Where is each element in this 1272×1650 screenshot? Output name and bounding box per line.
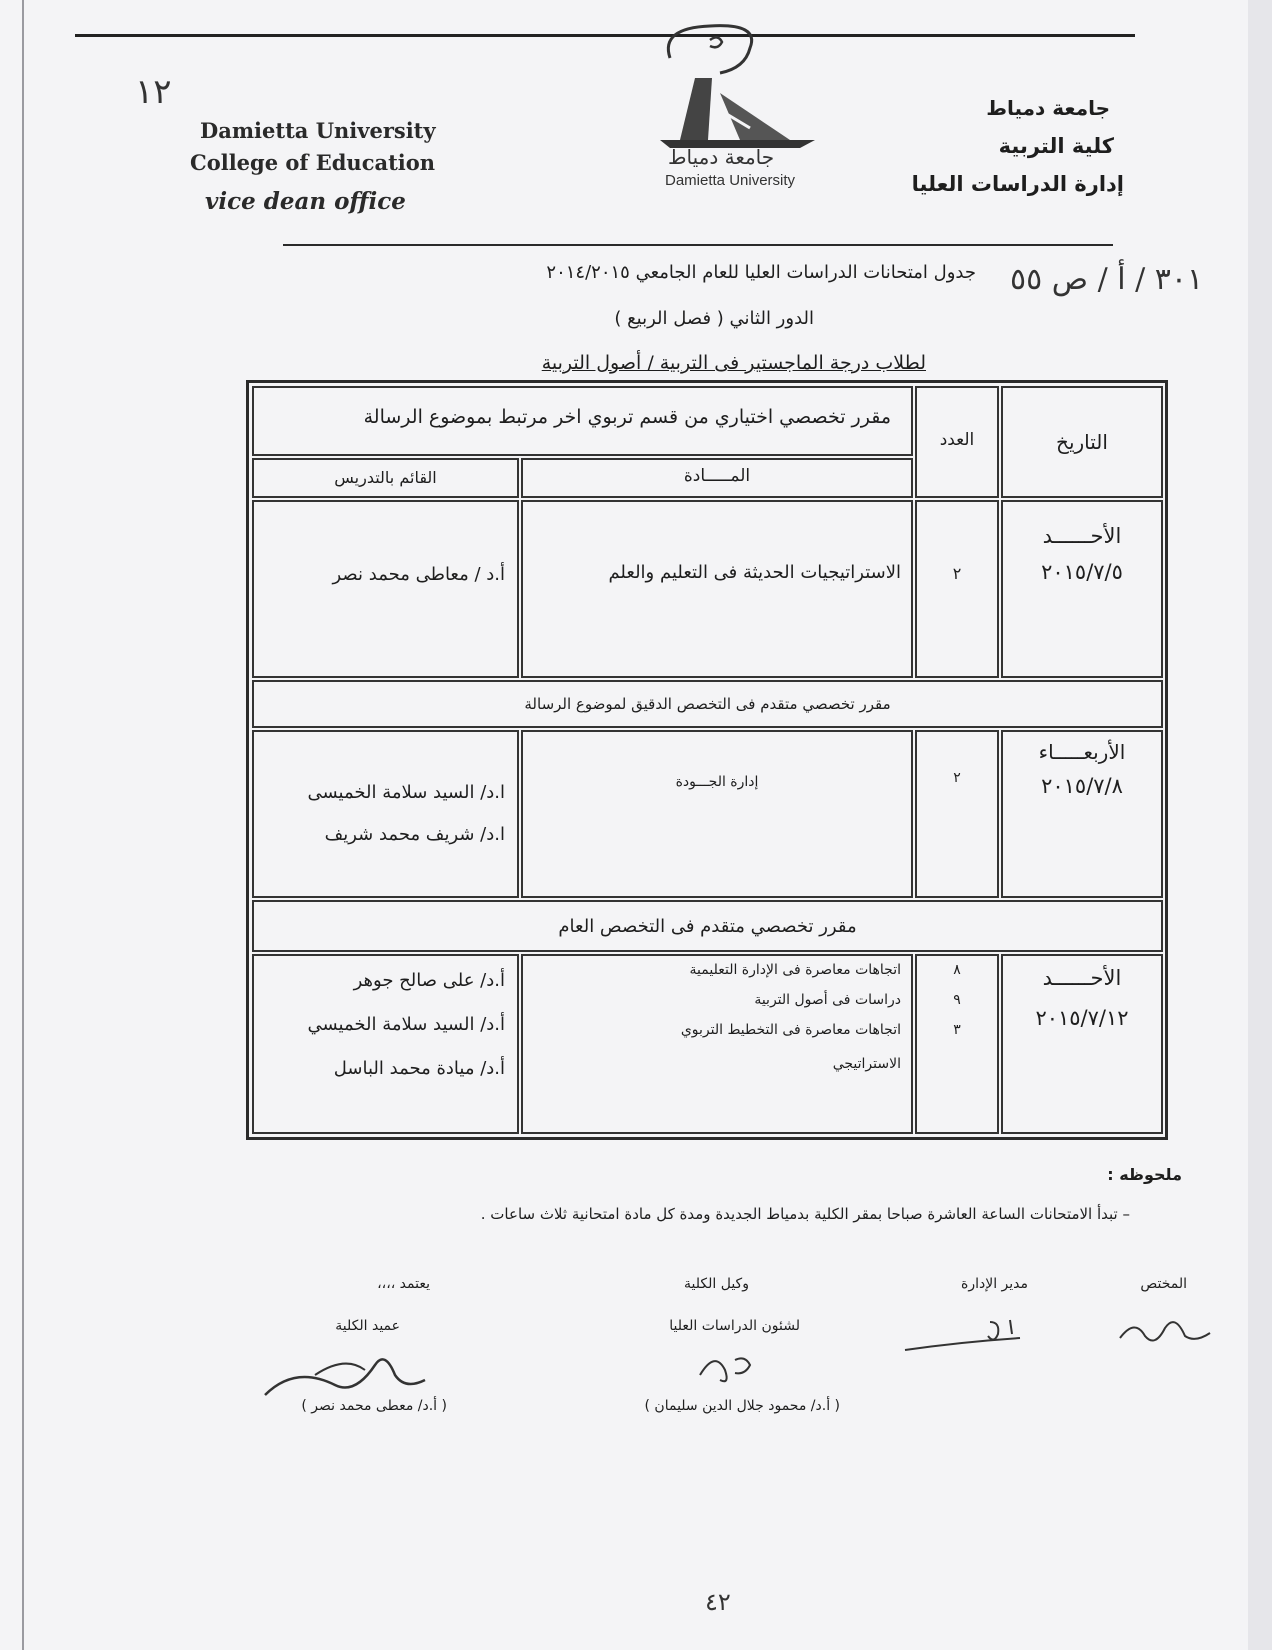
row-3-count-cell	[915, 954, 999, 1134]
section-3-heading-cell	[252, 900, 1163, 952]
exam-date: ٢٠١٥/٧/١٢	[1035, 1006, 1129, 1030]
specialist-signature-icon	[1115, 1308, 1215, 1353]
section-heading: مقرر تخصصي اختياري من قسم تربوي اخر مرتبط بموضوع الرسالة	[363, 406, 891, 428]
exam-day: الأحــــــد	[1042, 524, 1122, 548]
vice-dean-subtitle: لشئون الدراسات العليا	[669, 1318, 800, 1334]
title-term: الدور الثاني ( فصل الربيع )	[614, 308, 814, 329]
exam-date: ٢٠١٥/٧/٨	[1041, 774, 1123, 798]
header-cell-date	[1001, 386, 1163, 498]
column-header-teacher: القائم بالتدريس	[334, 468, 437, 487]
en-university-name: Damietta University	[200, 118, 436, 143]
header-cell-subject	[521, 458, 913, 498]
vice-dean-name: ( أ.د/ محمود جلال الدين سليمان )	[644, 1398, 840, 1414]
dean-title: عميد الكلية	[335, 1318, 400, 1334]
exam-date: ٢٠١٥/٧/٥	[1041, 560, 1123, 584]
manager-signature-icon	[900, 1312, 1040, 1357]
row-1-date-cell	[1001, 500, 1163, 678]
vice-dean-signature-icon	[690, 1340, 770, 1390]
student-count: ٣	[953, 1022, 961, 1038]
handwritten-page-mark: ١٢	[135, 72, 172, 112]
student-count: ٩	[953, 992, 961, 1008]
student-count: ٨	[953, 962, 961, 978]
row-1-count-cell	[915, 500, 999, 678]
section-heading: مقرر تخصصي متقدم فى التخصص الدقيق لموضوع الرسالة	[524, 695, 891, 713]
handwritten-reference: ٣٠١ / أ / ص ٥٥	[1010, 262, 1204, 297]
teacher-name: أ.د/ السيد سلامة الخميسي	[307, 1014, 505, 1035]
row-3-subject-cell	[521, 954, 913, 1134]
header-bottom-rule	[283, 244, 1113, 246]
exam-schedule-table	[246, 380, 1168, 1140]
footer-page-mark: ٤٢	[705, 1588, 731, 1616]
university-logo-icon	[650, 18, 830, 163]
note-label: ملحوظه :	[1107, 1165, 1182, 1184]
exam-day: الأحــــــد	[1042, 966, 1122, 990]
scan-edge	[22, 0, 24, 1650]
column-header-subject: المـــــادة	[683, 466, 751, 486]
section-2-heading-cell	[252, 680, 1163, 728]
header-cell-count	[915, 386, 999, 498]
row-1-teacher-cell	[252, 500, 519, 678]
teacher-name: أ.د/ ميادة محمد الباسل	[333, 1058, 505, 1079]
row-3-date-cell	[1001, 954, 1163, 1134]
row-1-subject-cell	[521, 500, 913, 678]
subject-name: اتجاهات معاصرة فى التخطيط التربوي	[680, 1022, 901, 1038]
subject-name: الاستراتيجي	[832, 1056, 901, 1072]
subject-name: اتجاهات معاصرة فى الإدارة التعليمية	[689, 962, 901, 978]
approval-text: يعتمد ،،،،	[377, 1276, 430, 1292]
en-college-name: College of Education	[190, 150, 436, 175]
teacher-name: ا.د/ السيد سلامة الخميسى	[307, 782, 505, 803]
student-count: ٢	[952, 564, 962, 583]
header-top-rule	[75, 34, 1135, 37]
ar-college-name: كلية التربية	[998, 134, 1114, 158]
exam-day: الأربعـــــاء	[1038, 740, 1126, 764]
vice-dean-title: وكيل الكلية	[684, 1276, 749, 1292]
title-exam-schedule: جدول امتحانات الدراسات العليا للعام الجامعي ٢٠١٤/٢٠١٥	[546, 262, 976, 283]
note-text: – تبدأ الامتحانات الساعة العاشرة صباحا بمقر الكلية بدمياط الجديدة ومدة كل مادة امتحانية ثلاث ساعات .	[480, 1205, 1130, 1223]
ar-department-name: إدارة الدراسات العليا	[911, 172, 1124, 196]
signature-manager-title: مدير الإدارة	[960, 1276, 1028, 1292]
teacher-name: أ.د / معاطى محمد نصر	[332, 564, 505, 585]
column-header-date: التاريخ	[1056, 430, 1108, 454]
teacher-name: أ.د/ على صالح جوهر	[353, 970, 505, 991]
teacher-name: ا.د/ شريف محمد شريف	[324, 824, 505, 845]
dean-name: ( أ.د/ معطى محمد نصر )	[301, 1398, 447, 1414]
row-3-teacher-cell	[252, 954, 519, 1134]
row-2-count-cell	[915, 730, 999, 898]
student-count: ٢	[953, 770, 961, 786]
dean-signature-icon	[255, 1345, 435, 1405]
section-heading: مقرر تخصصي متقدم فى التخصص العام	[558, 916, 857, 937]
scan-edge-right	[1248, 0, 1272, 1650]
en-office-name: vice dean office	[205, 188, 406, 215]
header-cell-teacher	[252, 458, 519, 498]
logo-arabic-name: جامعة دمياط	[668, 145, 775, 169]
subject-name: الاستراتيجيات الحديثة فى التعليم والعلم	[608, 562, 901, 583]
column-header-count: العدد	[939, 430, 975, 450]
ar-university-name: جامعة دمياط	[986, 96, 1110, 120]
signature-specialist-title: المختص	[1140, 1276, 1187, 1292]
row-2-subject-cell	[521, 730, 913, 898]
subject-name: دراسات فى أصول التربية	[754, 992, 901, 1008]
section-1-heading-cell	[252, 386, 913, 456]
subject-name: إدارة الجـــودة	[675, 774, 759, 790]
row-2-teacher-cell	[252, 730, 519, 898]
title-degree: لطلاب درجة الماجستير فى التربية / أصول التربية	[541, 352, 926, 374]
logo-english-name: Damietta University	[665, 172, 796, 189]
row-2-date-cell	[1001, 730, 1163, 898]
